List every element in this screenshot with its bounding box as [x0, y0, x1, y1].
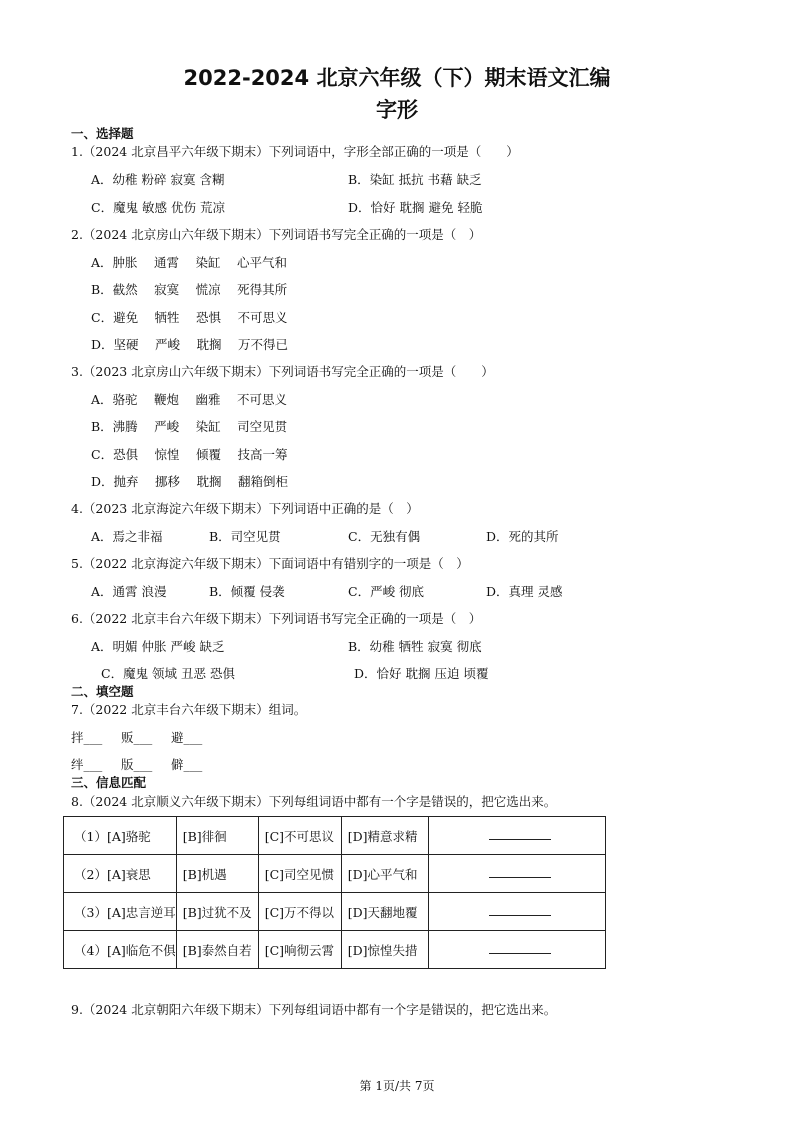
question-1-option-a: A．幼稚 粉碎 寂寞 含糊	[91, 172, 225, 187]
question-8-stem: 8.（2024 北京顺义六年级下期末）下列每组词语中都有一个字是错误的，把它选出来。	[71, 794, 557, 809]
table-cell: [B]泰然自若	[176, 931, 258, 969]
page-title: 2022-2024 北京六年级（下）期末语文汇编	[183, 66, 611, 90]
table-cell: （2）[A]衰思	[64, 855, 177, 893]
question-2-option-b: B．截然 寂寞 慌凉 死得其所	[91, 282, 288, 297]
table-cell: [D]惊惶失措	[341, 931, 428, 969]
word-blank-1: 拌___	[71, 730, 103, 745]
question-6-stem: 6.（2022 北京丰台六年级下期末）下列词语书写完全正确的一项是（ ）	[71, 611, 482, 626]
question-6-option-a: A．明媚 仲胀 严峻 缺乏	[91, 639, 225, 654]
table-cell: [C]万不得以	[258, 893, 341, 931]
section-heading-fill: 二、填空题	[71, 684, 134, 699]
question-1-stem: 1.（2024 北京昌平六年级下期末）下列词语中，字形全部正确的一项是（ ）	[71, 144, 519, 159]
question-5-stem: 5.（2022 北京海淀六年级下期末）下面词语中有错别字的一项是（ ）	[71, 556, 469, 571]
question-4-stem: 4.（2023 北京海淀六年级下期末）下列词语中正确的是（ ）	[71, 501, 419, 516]
answer-blank[interactable]	[428, 855, 605, 893]
table-cell: [B]机遇	[176, 855, 258, 893]
table-row	[64, 893, 606, 931]
question-1-option-b: B．染缸 抵抗 书藉 缺乏	[348, 172, 482, 187]
section-heading-match: 三、信息匹配	[71, 775, 147, 790]
question-3-stem: 3.（2023 北京房山六年级下期末）下列词语书写完全正确的一项是（ ）	[71, 364, 494, 379]
question-6-option-c: C．魔鬼 领域 丑恶 恐俱	[101, 666, 235, 681]
question-5-option-b: B．倾覆 侵袭	[209, 584, 285, 599]
question-9-stem: 9.（2024 北京朝阳六年级下期末）下列每组词语中都有一个字是错误的，把它选出来。	[71, 1002, 557, 1017]
question-4-option-d: D．死的其所	[486, 529, 559, 544]
table-cell: （3）[A]忠言逆耳	[64, 893, 177, 931]
question-3-option-b: B．沸腾 严峻 染缸 司空见贯	[91, 419, 288, 434]
error-word-table	[63, 816, 606, 969]
answer-underline	[489, 829, 551, 840]
word-blank-5: 版___	[121, 757, 153, 772]
table-row	[64, 855, 606, 893]
table-cell: （4）[A]临危不俱	[64, 931, 177, 969]
table-row	[64, 817, 606, 855]
table-cell: [B]徘徊	[176, 817, 258, 855]
answer-underline	[489, 867, 551, 878]
answer-blank[interactable]	[428, 931, 605, 969]
table-cell: [C]不可思议	[258, 817, 341, 855]
answer-blank[interactable]	[428, 817, 605, 855]
question-4-option-a: A．焉之非福	[91, 529, 163, 544]
question-6-option-b: B．幼稚 牺牲 寂寞 彻底	[348, 639, 482, 654]
question-4-option-c: C．无独有偶	[348, 529, 421, 544]
question-7-stem: 7.（2022 北京丰台六年级下期末）组词。	[71, 702, 307, 717]
question-1-option-c: C．魔鬼 敏感 优伤 荒凉	[91, 200, 225, 215]
page-number: 第 1页/共 7页	[359, 1079, 435, 1093]
table-cell: [B]过犹不及	[176, 893, 258, 931]
question-5-option-d: D．真理 灵感	[486, 584, 563, 599]
answer-underline	[489, 943, 551, 954]
word-blank-3: 避___	[171, 730, 203, 745]
answer-underline	[489, 905, 551, 916]
page-subtitle: 字形	[376, 98, 418, 122]
table-cell: （1）[A]骆驼	[64, 817, 177, 855]
question-6-option-d: D．恰好 耽搁 压迫 顷覆	[354, 666, 489, 681]
table-cell: [D]精意求精	[341, 817, 428, 855]
question-3-option-c: C．恐俱 惊惶 倾覆 技高一筹	[91, 447, 288, 462]
table-cell: [D]心平气和	[341, 855, 428, 893]
question-3-option-a: A．骆驼 鞭炮 幽雅 不可思义	[91, 392, 287, 407]
question-1-option-d: D．恰好 耽搁 避免 轻脆	[348, 200, 483, 215]
table-cell: [D]天翻地覆	[341, 893, 428, 931]
question-2-option-c: C．避免 牺牲 恐惧 不可思义	[91, 310, 288, 325]
question-5-option-c: C．严峻 彻底	[348, 584, 425, 599]
question-5-option-a: A．通霄 浪漫	[91, 584, 167, 599]
word-blank-4: 绊___	[71, 757, 103, 772]
word-blank-6: 僻___	[171, 757, 203, 772]
question-2-option-a: A．肿胀 通霄 染缸 心平气和	[91, 255, 287, 270]
table-cell: [C]响彻云霄	[258, 931, 341, 969]
word-blank-2: 贩___	[121, 730, 153, 745]
question-3-option-d: D．抛弃 挪移 耽搁 翻箱倒柜	[91, 474, 288, 489]
question-2-option-d: D．坚硬 严峻 耽搁 万不得已	[91, 337, 288, 352]
section-heading-choice: 一、选择题	[71, 126, 134, 141]
table-row	[64, 931, 606, 969]
question-2-stem: 2.（2024 北京房山六年级下期末）下列词语书写完全正确的一项是（ ）	[71, 227, 482, 242]
answer-blank[interactable]	[428, 893, 605, 931]
question-4-option-b: B．司空见贯	[209, 529, 281, 544]
table-cell: [C]司空见惯	[258, 855, 341, 893]
